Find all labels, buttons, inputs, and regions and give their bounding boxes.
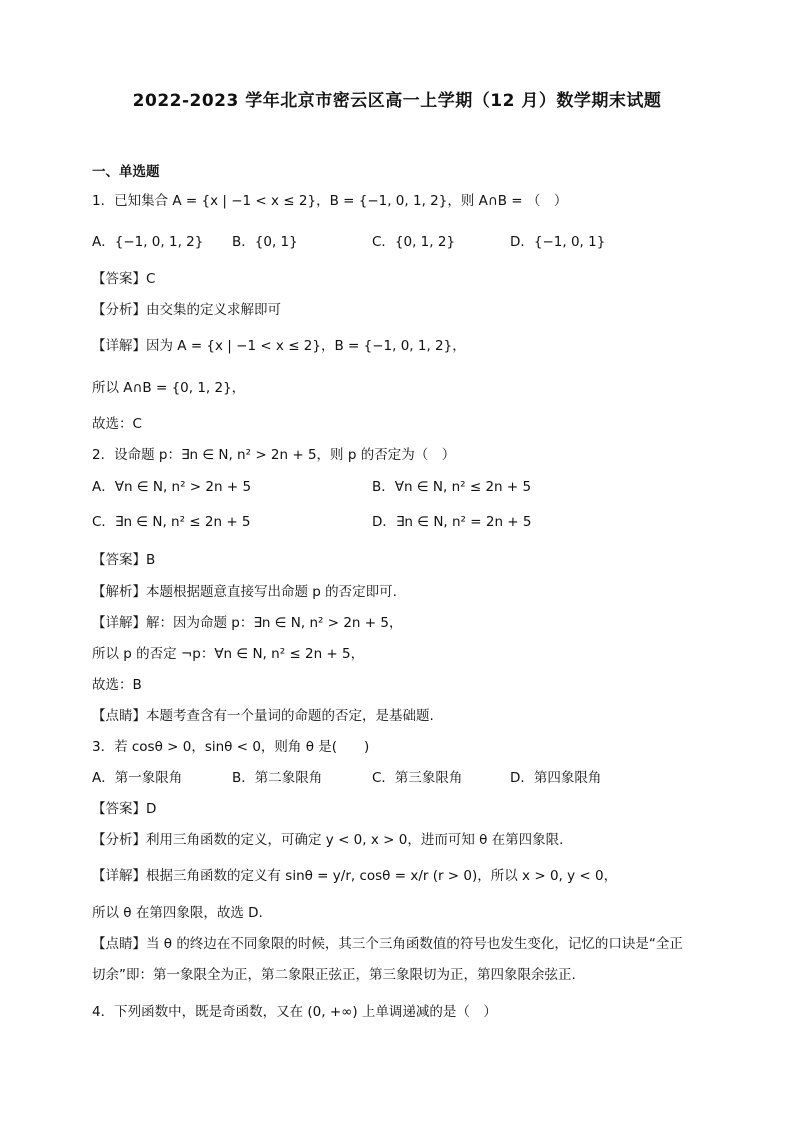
q2-detail: 【详解】解：因为命题 p：∃n ∈ N, n² > 2n + 5， <box>92 615 403 631</box>
q3-analysis: 【分析】利用三角函数的定义，可确定 y < 0, x > 0，进而可知 θ 在第四象限. <box>92 832 564 848</box>
q2-detail-2: 所以 p 的否定 ¬p：∀n ∈ N, n² ≤ 2n + 5， <box>92 646 365 662</box>
q1-option-c: C．{0, 1, 2} <box>372 234 456 250</box>
q2-option-a: A．∀n ∈ N, n² > 2n + 5 <box>92 479 252 495</box>
q2-analysis: 【解析】本题根据题意直接写出命题 p 的否定即可. <box>92 584 397 600</box>
q1-option-d: D．{−1, 0, 1} <box>510 234 606 250</box>
q2-comment: 【点睛】本题考查含有一个量词的命题的否定，是基础题. <box>92 708 434 724</box>
q2-option-b: B．∀n ∈ N, n² ≤ 2n + 5 <box>372 479 532 495</box>
q1-option-b: B．{0, 1} <box>232 234 298 250</box>
page-title: 2022-2023 学年北京市密云区高一上学期（12 月）数学期末试题 <box>132 91 662 111</box>
q1-stem: 1．已知集合 A = {x | −1 < x ≤ 2}，B = {−1, 0, 1, 2}，则 A∩B = （ ） <box>92 193 568 209</box>
q4-stem: 4．下列函数中，既是奇函数，又在 (0, +∞) 上单调递减的是（ ） <box>92 1004 497 1020</box>
q3-comment-2: 切余”即：第一象限全为正，第二象限正弦正，第三象限切为正，第四象限余弦正. <box>92 967 576 983</box>
q3-option-d: D．第四象限角 <box>510 770 602 786</box>
q3-option-c: C．第三象限角 <box>372 770 463 786</box>
q1-analysis: 【分析】由交集的定义求解即可 <box>92 302 281 318</box>
section-heading: 一、单选题 <box>92 164 160 180</box>
q3-detail-2: 所以 θ 在第四象限，故选 D. <box>92 905 263 921</box>
q2-answer: 【答案】B <box>92 552 156 568</box>
q3-option-a: A．第一象限角 <box>92 770 183 786</box>
q2-stem: 2．设命题 p：∃n ∈ N, n² > 2n + 5，则 p 的否定为（ ） <box>92 447 456 463</box>
q3-answer: 【答案】D <box>92 801 157 817</box>
q3-detail: 【详解】根据三角函数的定义有 sinθ = y/r, cosθ = x/r (r > 0)，所以 x > 0, y < 0， <box>92 868 618 884</box>
q2-option-c: C．∃n ∈ N, n² ≤ 2n + 5 <box>92 514 251 530</box>
q1-detail: 【详解】因为 A = {x | −1 < x ≤ 2}，B = {−1, 0, 1, 2}， <box>92 338 466 354</box>
q1-answer: 【答案】C <box>92 271 156 287</box>
q2-conclusion: 故选：B <box>92 677 142 693</box>
q3-stem: 3．若 cosθ > 0，sinθ < 0，则角 θ 是( ) <box>92 739 370 755</box>
q3-option-b: B．第二象限角 <box>232 770 323 786</box>
q1-detail-2: 所以 A∩B = {0, 1, 2}， <box>92 380 246 396</box>
q2-option-d: D．∃n ∈ N, n² = 2n + 5 <box>372 514 532 530</box>
q3-comment: 【点睛】当 θ 的终边在不同象限的时候，其三个三角函数值的符号也发生变化，记忆的口诀是“全正 <box>92 936 683 952</box>
q1-conclusion: 故选：C <box>92 416 142 432</box>
q1-option-a: A．{−1, 0, 1, 2} <box>92 234 204 250</box>
